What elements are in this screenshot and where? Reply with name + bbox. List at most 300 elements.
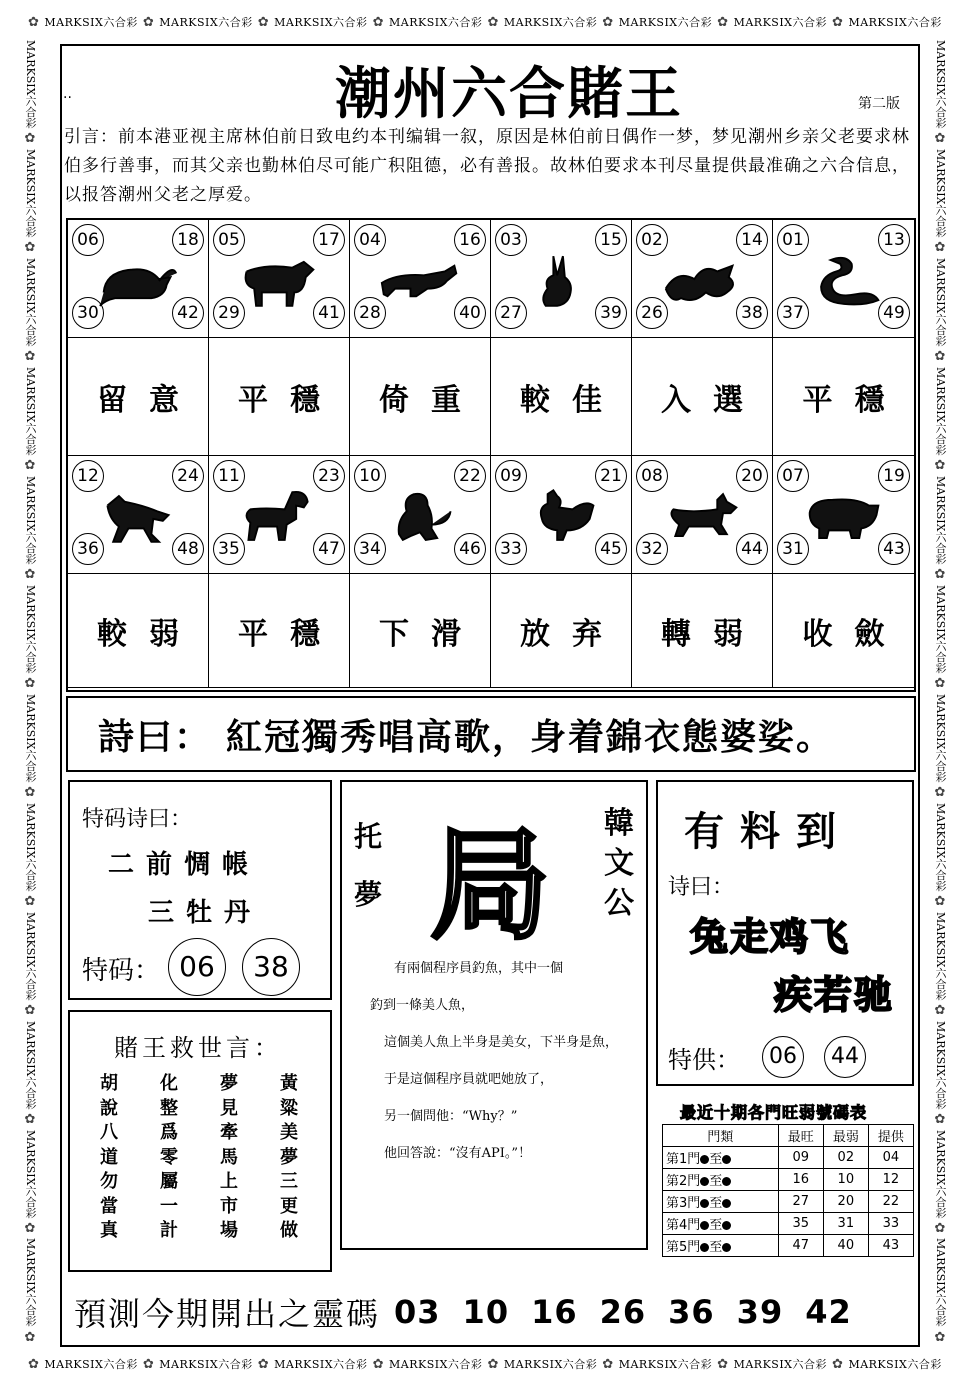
forecast-number: 03: [394, 1293, 441, 1331]
number-ball: 18: [172, 224, 204, 256]
watermark-text: MARKSIX六合彩: [934, 1129, 947, 1218]
watermark-text: MARKSIX六合彩: [24, 475, 37, 565]
ox-icon: [237, 250, 321, 312]
ball-icon: [700, 1221, 709, 1230]
savior-char: 夢: [220, 1073, 238, 1094]
material-poem-line1: 兔走鸡飞: [690, 915, 851, 959]
number-ball: 49: [878, 297, 910, 329]
watermark-text: MARKSIX六合彩: [24, 584, 37, 674]
door-label: 第3門: [666, 1196, 701, 1211]
material-poem-label: 诗曰：: [668, 875, 735, 900]
watermark-text: MARKSIX六合彩: [733, 1358, 827, 1371]
range-label: 至: [709, 1240, 723, 1255]
number-ball: 05: [213, 224, 245, 256]
savior-char: 當: [100, 1195, 118, 1217]
watermark-text: MARKSIX六合彩: [24, 1129, 37, 1218]
snake-icon: [802, 250, 886, 312]
forecast-number: 39: [736, 1293, 784, 1331]
watermark-text: MARKSIX六合彩: [934, 802, 947, 892]
special-code-label: 特码：: [82, 956, 161, 986]
number-ball: 20: [736, 460, 768, 492]
ball-icon: [700, 1155, 709, 1164]
trend-word: 入選: [632, 338, 773, 456]
watermark-left: [18, 40, 42, 1345]
offer-ball: 44: [824, 1036, 866, 1078]
number-ball: 35: [213, 533, 245, 565]
zodiac-grid: [66, 218, 916, 692]
watermark-text: MARKSIX六合彩: [934, 475, 947, 565]
zodiac-cell: [491, 456, 632, 574]
dream-side-right: [604, 804, 634, 924]
flower-icon: ✿: [24, 1220, 36, 1236]
flower-icon: ✿: [717, 1356, 729, 1372]
stats-header-cell: 最弱: [823, 1125, 868, 1147]
door-label: 第5門: [666, 1240, 701, 1255]
forecast-label: 預測今期開出之靈碼: [74, 1295, 381, 1333]
stats-min-cell: 10: [823, 1169, 868, 1191]
special-code-ball: 38: [242, 938, 300, 996]
pig-icon: [802, 486, 886, 548]
flower-icon: ✿: [24, 784, 36, 800]
trend-word: 平穩: [209, 338, 350, 456]
savior-column: [160, 1072, 178, 1244]
dream-box: [340, 780, 648, 1250]
ball-icon: [722, 1243, 731, 1252]
forecast-number: 16: [531, 1293, 578, 1331]
watermark-text: MARKSIX六合彩: [24, 1238, 37, 1327]
stats-max-cell: 35: [778, 1213, 823, 1235]
dream-char: 文: [604, 846, 634, 881]
watermark-text: MARKSIX六合彩: [503, 1358, 598, 1371]
stats-door-cell: [663, 1169, 779, 1191]
trend-word: 倚重: [350, 338, 491, 456]
savior-char: 胡: [100, 1073, 118, 1094]
flower-icon: ✿: [717, 14, 729, 30]
forecast-number: 42: [805, 1293, 852, 1331]
savior-char: 計: [160, 1220, 178, 1241]
flower-icon: ✿: [934, 675, 946, 691]
watermark-text: MARKSIX六合彩: [24, 40, 37, 129]
stats-min-cell: 40: [823, 1235, 868, 1257]
stats-min-cell: 02: [823, 1147, 868, 1169]
stats-min-cell: 20: [823, 1191, 868, 1213]
offer-ball: 06: [762, 1036, 804, 1078]
trend-word: 留意: [68, 338, 209, 456]
savior-char: 真: [100, 1220, 118, 1241]
savior-char: 化: [160, 1073, 178, 1094]
watermark-text: MARKSIX六合彩: [848, 1358, 942, 1371]
rat-icon: [96, 250, 180, 312]
watermark-text: MARKSIX六合彩: [934, 366, 947, 456]
number-ball: 08: [636, 460, 668, 492]
savior-char: 馬: [220, 1146, 238, 1168]
trend-word: 放弃: [491, 574, 632, 688]
flower-icon: ✿: [24, 458, 36, 474]
stats-door-cell: [663, 1147, 779, 1169]
watermark-bottom: [28, 1352, 942, 1376]
watermark-text: MARKSIX六合彩: [159, 16, 253, 29]
number-ball: 16: [454, 224, 486, 256]
watermark-text: MARKSIX六合彩: [24, 257, 37, 347]
range-label: 至: [709, 1152, 723, 1167]
flower-icon: ✿: [934, 1111, 946, 1127]
forecast-bar: [68, 1282, 914, 1342]
watermark-text: MARKSIX六合彩: [934, 40, 947, 129]
goat-icon: [237, 486, 321, 548]
ball-icon: [722, 1177, 731, 1186]
range-label: 至: [709, 1174, 723, 1189]
stats-header-cell: 最旺: [778, 1125, 823, 1147]
watermark-text: MARKSIX六合彩: [24, 693, 37, 783]
flower-icon: ✿: [487, 14, 499, 30]
material-offer-label: 特供：: [668, 1046, 740, 1074]
watermark-text: MARKSIX六合彩: [848, 16, 942, 29]
flower-icon: ✿: [24, 240, 36, 256]
trend-word: 較佳: [491, 338, 632, 456]
poem-banner: [66, 696, 916, 772]
number-ball: 07: [777, 460, 809, 492]
watermark-text: MARKSIX六合彩: [24, 802, 37, 892]
ball-icon: [700, 1243, 709, 1252]
stats-header-row: [663, 1125, 914, 1147]
zodiac-cell: [209, 456, 350, 574]
stats-max-cell: 09: [778, 1147, 823, 1169]
flower-icon: ✿: [934, 893, 946, 909]
stats-give-cell: 12: [868, 1169, 913, 1191]
number-ball: 32: [636, 533, 668, 565]
number-ball: 15: [595, 224, 627, 256]
number-ball: 47: [313, 533, 345, 565]
horse-icon: [96, 486, 180, 548]
range-label: 至: [709, 1196, 723, 1211]
number-ball: 14: [736, 224, 768, 256]
number-ball: 23: [313, 460, 345, 492]
flower-icon: ✿: [602, 1356, 614, 1372]
flower-icon: ✿: [934, 131, 946, 147]
savior-column: [100, 1072, 118, 1244]
flower-icon: ✿: [934, 349, 946, 365]
dream-char: 韓: [604, 806, 634, 841]
watermark-text: MARKSIX六合彩: [934, 257, 947, 347]
corner-dots: ..: [63, 86, 72, 102]
watermark-text: MARKSIX六合彩: [934, 584, 947, 674]
zodiac-cell: [350, 456, 491, 574]
material-poem-line2: 疾若驰: [774, 973, 895, 1017]
number-ball: 13: [878, 224, 910, 256]
watermark-text: MARKSIX六合彩: [44, 1358, 138, 1371]
savior-char: 屬: [160, 1171, 178, 1192]
dragon-icon: [660, 250, 744, 312]
special-code-ball: 06: [168, 938, 226, 996]
watermark-text: MARKSIX六合彩: [934, 1020, 947, 1109]
story-line: 另一個問他：“Why？”: [384, 1109, 518, 1124]
savior-char: 一: [160, 1195, 178, 1217]
flower-icon: ✿: [934, 1002, 946, 1018]
number-ball: 24: [172, 460, 204, 492]
number-ball: 44: [736, 533, 768, 565]
savior-char: 整: [160, 1097, 178, 1119]
flower-icon: ✿: [24, 567, 36, 582]
story-line: 有兩個程序員釣魚，其中一個: [394, 961, 564, 976]
savior-columns: [100, 1072, 298, 1244]
watermark-text: MARKSIX六合彩: [934, 693, 947, 783]
number-ball: 34: [354, 533, 386, 565]
stats-max-cell: 27: [778, 1191, 823, 1213]
savior-char: 爲: [160, 1122, 178, 1143]
savior-char: 場: [220, 1220, 238, 1241]
watermark-text: MARKSIX六合彩: [24, 366, 37, 456]
savior-char: 市: [220, 1195, 238, 1217]
story-line: 于是這個程序員就吧她放了，: [384, 1072, 554, 1087]
number-ball: 19: [878, 460, 910, 492]
number-ball: 27: [495, 297, 527, 329]
number-ball: 28: [354, 297, 386, 329]
zodiac-cell: [632, 220, 773, 338]
zodiac-cell: [68, 220, 209, 338]
number-ball: 30: [72, 297, 104, 329]
watermark-text: MARKSIX六合彩: [733, 16, 827, 29]
zodiac-cell: [632, 456, 773, 574]
number-ball: 10: [354, 460, 386, 492]
special-code-box: [68, 780, 332, 1000]
edition-label: 第二版: [858, 96, 900, 112]
flower-icon: ✿: [24, 1111, 36, 1127]
trend-word: 較弱: [68, 574, 209, 688]
number-ball: 22: [454, 460, 486, 492]
stats-header-cell: 門類: [663, 1125, 779, 1147]
watermark-text: MARKSIX六合彩: [274, 16, 368, 29]
poem-label: 詩曰：: [98, 716, 213, 758]
stats-max-cell: 47: [778, 1235, 823, 1257]
special-poem-line1: 二前惆帳: [108, 850, 261, 880]
flower-icon: ✿: [24, 1002, 36, 1018]
flower-icon: ✿: [257, 14, 270, 30]
number-ball: 45: [595, 533, 627, 565]
dog-icon: [660, 486, 744, 548]
watermark-text: MARKSIX六合彩: [389, 1358, 483, 1371]
dream-char: 公: [604, 886, 634, 921]
dream-char: 夢: [354, 878, 383, 911]
number-ball: 43: [878, 533, 910, 565]
number-ball: 38: [736, 297, 768, 329]
savior-char: 零: [160, 1146, 178, 1168]
savior-column: [280, 1072, 298, 1244]
number-ball: 40: [454, 297, 486, 329]
flower-icon: ✿: [832, 1356, 844, 1372]
table-row: [663, 1169, 914, 1191]
story-line: 他回答說：“沒有API。”！: [384, 1146, 532, 1161]
number-ball: 39: [595, 297, 627, 329]
savior-char: 粱: [280, 1097, 298, 1119]
zodiac-cell: [773, 220, 914, 338]
flower-icon: ✿: [24, 349, 36, 365]
door-label: 第2門: [666, 1174, 701, 1189]
number-ball: 29: [213, 297, 245, 329]
table-row: [663, 1191, 914, 1213]
number-ball: 03: [495, 224, 527, 256]
material-heading: 有料到: [684, 809, 852, 855]
stats-door-cell: [663, 1213, 779, 1235]
stats-door-cell: [663, 1191, 779, 1213]
flower-icon: ✿: [934, 1220, 946, 1236]
savior-char: 三: [280, 1171, 298, 1192]
flower-icon: ✿: [934, 784, 946, 800]
savior-box: [68, 1010, 332, 1272]
stats-title: 最近十期各門旺弱號碼表: [680, 1103, 868, 1122]
flower-icon: ✿: [487, 1356, 499, 1372]
number-ball: 06: [72, 224, 104, 256]
dream-side-left: [354, 808, 382, 924]
intro-text: 引言：前本港亚视主席林伯前日致电约本刊编辑一叙，原因是林伯前日偶作一梦，梦见潮州乡亲父老要求林伯多行善事，而其父亲也勤林伯尽可能广积阻德，必有善报。故林伯要求本刊尽量提供最准确之六合信息，以报答潮州父老之厚爱。: [64, 127, 910, 205]
stats-give-cell: 43: [868, 1235, 913, 1257]
number-ball: 37: [777, 297, 809, 329]
savior-char: 上: [220, 1171, 238, 1192]
range-label: 至: [709, 1218, 723, 1233]
watermark-text: MARKSIX六合彩: [44, 16, 138, 29]
watermark-text: MARKSIX六合彩: [24, 148, 37, 238]
ball-icon: [722, 1221, 731, 1230]
flower-icon: ✿: [934, 567, 946, 582]
door-label: 第1門: [666, 1152, 701, 1167]
watermark-text: MARKSIX六合彩: [389, 16, 483, 29]
savior-char: 美: [280, 1122, 298, 1143]
number-ball: 46: [454, 533, 486, 565]
stats-give-cell: 33: [868, 1213, 913, 1235]
special-poem-label: 特码诗曰：: [82, 807, 193, 832]
trend-word: 轉弱: [632, 574, 773, 688]
trend-word: 下滑: [350, 574, 491, 688]
savior-char: 見: [220, 1097, 238, 1119]
watermark-text: MARKSIX六合彩: [934, 911, 947, 1001]
forecast-numbers: [394, 1293, 852, 1331]
flower-icon: ✿: [602, 14, 614, 30]
flower-icon: ✿: [24, 1329, 36, 1345]
tiger-icon: [378, 250, 462, 312]
story-line: 釣到一條美人魚，: [370, 998, 475, 1013]
watermark-text: MARKSIX六合彩: [934, 148, 947, 238]
page-title: 潮州六合賭王: [335, 61, 683, 127]
special-poem-line2: 三牡丹: [148, 898, 263, 928]
number-ball: 02: [636, 224, 668, 256]
number-ball: 01: [777, 224, 809, 256]
door-label: 第4門: [666, 1218, 701, 1233]
ball-icon: [700, 1177, 709, 1186]
ball-icon: [722, 1199, 731, 1208]
savior-char: 八: [100, 1122, 118, 1143]
dream-big-char: 局: [430, 817, 550, 956]
story-line: 這個美人魚上半身是美女，下半身是魚，: [384, 1035, 619, 1050]
watermark-text: MARKSIX六合彩: [159, 1358, 253, 1371]
flower-icon: ✿: [24, 893, 36, 909]
number-ball: 11: [213, 460, 245, 492]
stats-header-cell: 提供: [868, 1125, 913, 1147]
flower-icon: ✿: [934, 1329, 946, 1345]
watermark-text: MARKSIX六合彩: [618, 1358, 713, 1371]
stats-give-cell: 04: [868, 1147, 913, 1169]
savior-char: 更: [280, 1195, 298, 1217]
savior-title: 賭王救世言：: [114, 1034, 282, 1062]
savior-char: 勿: [100, 1171, 118, 1192]
watermark-text: MARKSIX六合彩: [618, 16, 713, 29]
dream-story: [370, 950, 642, 1172]
rabbit-icon: [519, 250, 603, 312]
stats-max-cell: 16: [778, 1169, 823, 1191]
savior-char: 道: [100, 1146, 118, 1168]
watermark-top: [28, 10, 942, 34]
watermark-text: MARKSIX六合彩: [24, 911, 37, 1001]
trend-word: 平穩: [773, 338, 914, 456]
forecast-number: 10: [462, 1293, 510, 1331]
flower-icon: ✿: [832, 14, 844, 30]
flower-icon: ✿: [372, 14, 384, 30]
savior-char: 做: [280, 1220, 298, 1241]
trend-word: 平穩: [209, 574, 350, 688]
poem-text: 紅冠獨秀唱高歌，身着錦衣態婆娑。: [226, 716, 835, 758]
flower-icon: ✿: [257, 1356, 270, 1372]
number-ball: 42: [172, 297, 204, 329]
forecast-number: 36: [668, 1293, 715, 1331]
watermark-text: MARKSIX六合彩: [503, 16, 598, 29]
stats-door-cell: [663, 1235, 779, 1257]
flower-icon: ✿: [24, 675, 36, 691]
watermark-text: MARKSIX六合彩: [934, 1238, 947, 1327]
watermark-right: [928, 40, 952, 1345]
stats-min-cell: 31: [823, 1213, 868, 1235]
rooster-icon: [519, 486, 603, 548]
savior-char: 夢: [280, 1146, 298, 1168]
flower-icon: ✿: [28, 1356, 40, 1372]
number-ball: 36: [72, 533, 104, 565]
savior-char: 牽: [220, 1122, 238, 1143]
zodiac-cell: [773, 456, 914, 574]
flower-icon: ✿: [934, 240, 946, 256]
flower-icon: ✿: [24, 131, 36, 147]
number-ball: 26: [636, 297, 668, 329]
zodiac-cell: [350, 220, 491, 338]
material-box: [656, 780, 914, 1086]
table-row: [663, 1147, 914, 1169]
flower-icon: ✿: [142, 1356, 155, 1372]
stats-table: [662, 1124, 914, 1257]
ball-icon: [700, 1199, 709, 1208]
watermark-text: MARKSIX六合彩: [274, 1358, 368, 1371]
table-row: [663, 1235, 914, 1257]
flower-icon: ✿: [372, 1356, 384, 1372]
number-ball: 31: [777, 533, 809, 565]
ball-icon: [722, 1155, 731, 1164]
savior-char: 黃: [280, 1073, 298, 1094]
savior-char: 說: [100, 1097, 118, 1119]
forecast-number: 26: [599, 1293, 647, 1331]
monkey-icon: [378, 486, 462, 548]
savior-column: [220, 1072, 238, 1244]
trend-word: 收斂: [773, 574, 914, 688]
zodiac-cell: [491, 220, 632, 338]
number-ball: 48: [172, 533, 204, 565]
table-row: [663, 1213, 914, 1235]
number-ball: 12: [72, 460, 104, 492]
zodiac-cell: [209, 220, 350, 338]
stats-give-cell: 22: [868, 1191, 913, 1213]
dream-char: 托: [354, 820, 383, 853]
number-ball: 09: [495, 460, 527, 492]
number-ball: 21: [595, 460, 627, 492]
flower-icon: ✿: [934, 458, 946, 474]
number-ball: 17: [313, 224, 345, 256]
number-ball: 41: [313, 297, 345, 329]
number-ball: 04: [354, 224, 386, 256]
number-ball: 33: [495, 533, 527, 565]
